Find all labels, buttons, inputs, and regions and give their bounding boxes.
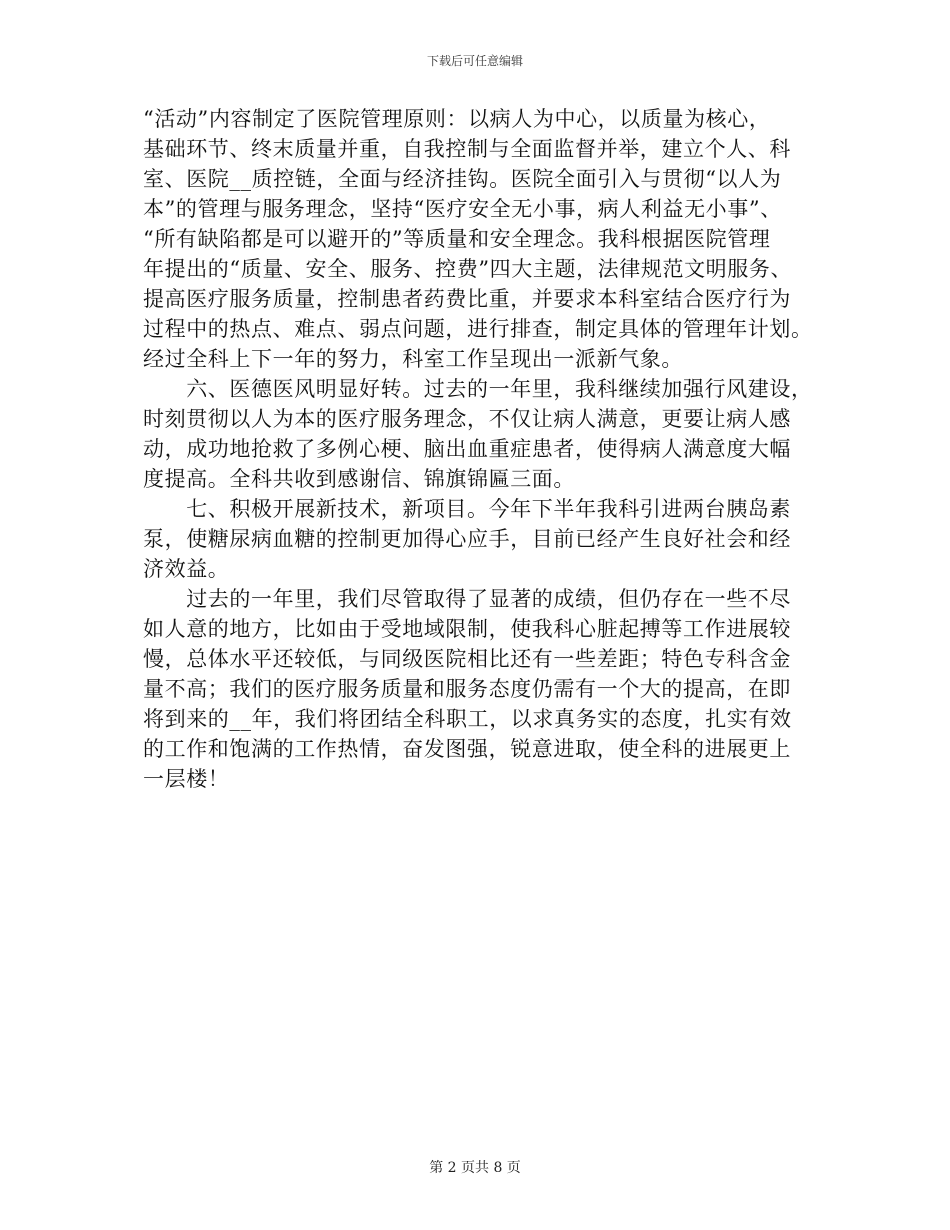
page-header: 下载后可任意编辑 (426, 54, 523, 68)
document-body (143, 104, 823, 794)
text-line: 过去的一年里，我们尽管取得了显著的成绩，但仍存在一些不尽 (143, 587, 791, 611)
page-footer: 第 2 页共 8 页 (429, 1160, 521, 1176)
paragraph (143, 584, 823, 794)
text-line: 一层楼！ (143, 767, 230, 791)
text-line: 六、医德医风明显好转。过去的一年里，我科继续加强行风建设， (143, 377, 813, 401)
text-line: 动，成功地抢救了多例心梗、脑出血重症患者，使得病人满意度大幅 (143, 437, 791, 461)
text-line: 提高医疗服务质量，控制患者药费比重，并要求本科室结合医疗行为 (143, 287, 791, 311)
text-line: “所有缺陷都是可以避开的”等质量和安全理念。我科根据医院管理 (143, 227, 771, 251)
paragraph (143, 104, 823, 374)
paragraph (143, 494, 823, 584)
text-line: 的工作和饱满的工作热情，奋发图强，锐意进取，使全科的进展更上 (143, 737, 791, 761)
text-line: 济效益。 (143, 557, 230, 581)
paragraph (143, 374, 823, 494)
text-line: 室、医院__质控链，全面与经济挂钩。医院全面引入与贯彻“以人为 (143, 167, 782, 191)
text-line: 泵，使糖尿病血糖的控制更加得心应手，目前已经产生良好社会和经 (143, 527, 791, 551)
text-line: 基础环节、终末质量并重，自我控制与全面监督并举，建立个人、科 (143, 137, 791, 161)
text-line: 年提出的“质量、安全、服务、控费”四大主题，法律规范文明服务、 (143, 257, 793, 281)
text-line: 度提高。全科共收到感谢信、锦旗锦匾三面。 (143, 467, 575, 491)
text-line: 慢，总体水平还较低，与同级医院相比还有一些差距；特色专科含金 (143, 647, 791, 671)
text-line: 过程中的热点、难点、弱点问题，进行排查，制定具体的管理年计划。 (143, 317, 813, 341)
text-line: 如人意的地方，比如由于受地域限制，使我科心脏起搏等工作进展较 (143, 617, 791, 641)
text-line: 量不高；我们的医疗服务质量和服务态度仍需有一个大的提高，在即 (143, 677, 791, 701)
text-line: 时刻贯彻以人为本的医疗服务理念，不仅让病人满意，更要让病人感 (143, 407, 791, 431)
text-line: 经过全科上下一年的努力，科室工作呈现出一派新气象。 (143, 347, 683, 371)
text-line: 本”的管理与服务理念，坚持“医疗安全无小事，病人利益无小事”、 (143, 197, 782, 221)
text-line: 将到来的__年，我们将团结全科职工，以求真务实的态度，扎实有效 (143, 707, 792, 731)
text-line: “活动”内容制定了医院管理原则：以病人为中心，以质量为核心， (143, 107, 771, 131)
text-line: 七、积极开展新技术，新项目。今年下半年我科引进两台胰岛素 (143, 497, 791, 521)
